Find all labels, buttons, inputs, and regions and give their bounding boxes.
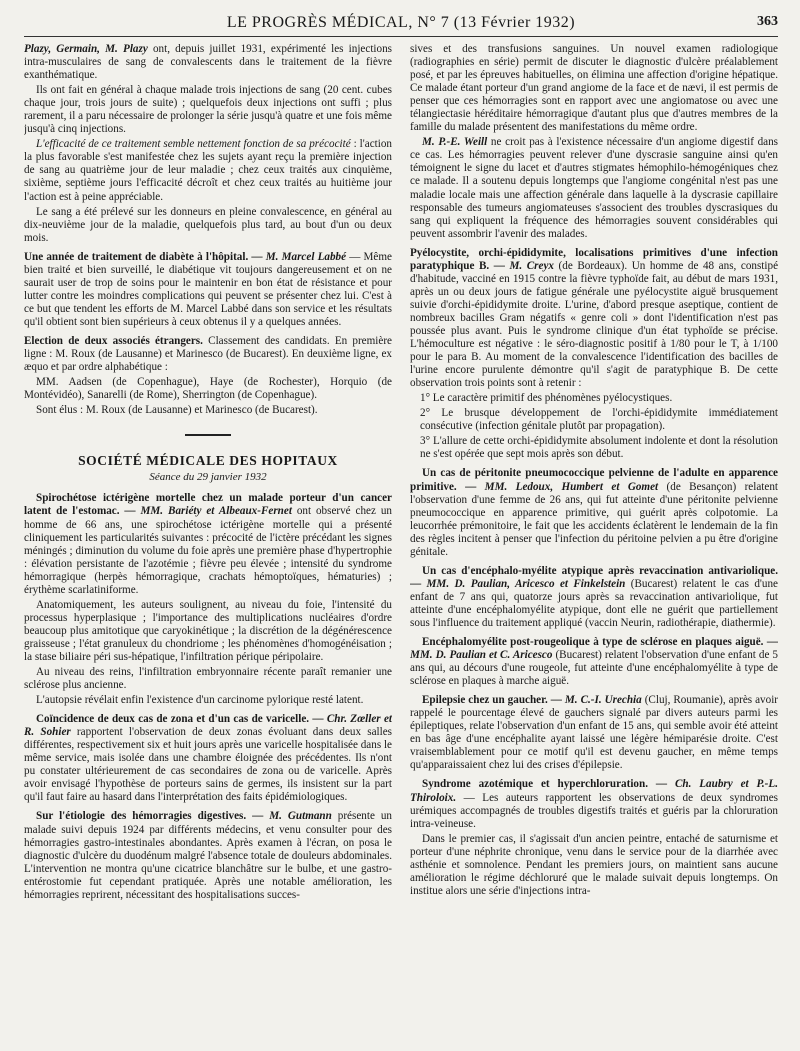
report-title: Un cas de péritonite pneumococcique pelvienne de l'adulte en apparence primitive. —: [410, 467, 778, 493]
right-column: [410, 43, 778, 1043]
paragraph: Ils ont fait en général à chaque malade trois injections de sang (20 cent. cubes chaque jour, trois jours de suite) ; quelquefois deux injections ont suffi ; plus rarement, il a paru nécessaire de prolonger la série jusqu'à quatre et une fois même jusqu'à cinq injections.: [24, 84, 392, 136]
report-election: Election de deux associés étrangers. Classement des candidats. En première ligne : M. Roux (de Lausanne) et Marinesco (de Bucarest). En deuxième ligne, ex æquo et par ordre alphabétique : MM. Aadsen (de Copenhague), Haye (de Rochester), Horquio (de Montévidéo), Sanarelli (de Rome), Sherrington (de Copenhague). Sont élus : M. Roux (de Lausanne) et Marinesco (de Bucarest).: [24, 334, 392, 417]
report-title: Spirochétose ictérigène mortelle chez un malade porteur d'un cancer latent de l'estomac. —: [24, 492, 392, 518]
report-spirochetose: Spirochétose ictérigène mortelle chez un malade porteur d'un cancer latent de l'estomac. — MM. Bariéty et Albeaux-Fernet ont observé chez un homme de 66 ans, une spirochétose ictérigène mortelle qui a présenté cliniquement les particularités suivantes : précocité de l'ictère précédant les signes méningés ; diminution du volume du foie après une première phase d'hypertrophie : élévation persistante de l'azotémie ; fièvre peu élevée ; intensité du syndrome hémorragique (herpès hémorragique, crachats hémoptoïques, hématuries) ; érythème scarlatiniforme. Anatomiquement, les auteurs soulignent, au niveau du foie, l'intensité du processus hyperplasique ; l'importance des multiplications nucléaires d'ordre beaucoup plus amitotique que caryokinétique ; la discrétion de la dégénérescence graisseuse ; l'état granuleux du chondriome ; les phénomènes d'homogénéisation ; la stase biliaire péri sus-hépatique, l'infiltration périque péripolaire. Au niveau des reins, l'infiltration embryonnaire récente paraît remanier une sclérose plus ancienne. L'autopsie révélait enfin l'existence d'un carcinome pylorique resté latent.: [24, 492, 392, 707]
report-title: Une année de traitement de diabète à l'hôpital. —: [24, 250, 263, 263]
section-divider: [24, 427, 392, 440]
left-column: [24, 43, 392, 1043]
list-item: 2° Le brusque développement de l'orchi-épididymite immédiatement consécutive (infection génitale plutôt par propagation).: [420, 407, 778, 433]
report-epilepsie: Epilepsie chez un gaucher. — M. C.-I. Urechia (Cluj, Roumanie), après avoir rappelé le pourcentage élevé de gauchers signalé par divers auteurs parmi les épileptiques, relate l'observation d'un enfant de 15 ans, qui semble avoir été atteint en bas âge d'une encéphalite ayant laissé une légère hémiparésie droite. C'est vraisemblablement pour ce motif qu'il est devenu gaucher, en même temps qu'apparaissaient chez lui des crises d'épilepsie.: [410, 694, 778, 772]
report-title: Election de deux associés étrangers.: [24, 334, 203, 347]
points-list: [410, 392, 778, 461]
session-date: Séance du 29 janvier 1932: [149, 471, 267, 484]
paragraph: Anatomiquement, les auteurs soulignent, au niveau du foie, l'intensité du processus hyperplasique ; l'importance des multiplications nucléaires d'ordre beaucoup plus amitotique que caryokinétique ; la discrétion de la dégénérescence graisseuse ; l'état granuleux du chondriome ; les phénomènes d'homogénéisation ; la stase biliaire péri sus-hépatique, l'infiltration périque péripolaire.: [24, 598, 392, 663]
report-encephalomyelite-rougeole: Encéphalomyélite post-rougeolique à type de sclérose en plaques aiguë. — MM. D. Paulian et C. Aricesco (Bucarest) relatent l'observation d'une enfant de 5 ans qui, au décours d'une rougeole, fut atteinte d'une encéphalomyélite à type de sclérose en plaques à marche aiguë.: [410, 636, 778, 688]
paragraph: sives et des transfusions sanguines. Un nouvel examen radiologique (radiographies en série) permit de discuter le diagnostic d'ulcère préalablement posé, et par les épreuves habituelles, on élimina une affection d'origine hépatique. Ce malade étant porteur d'un grand angiome de la face et de nævi, il est permis de penser que ces hémorragies sont en rapport avec une angiomatose ou avec une télangiectasie héréditaire hémorragique d'autant plus que d'autres membres de la famille du malade présentent des manifestations du même ordre.: [410, 43, 778, 134]
running-header: [24, 14, 778, 37]
page-number: 363: [757, 14, 778, 29]
report-title: Syndrome azotémique et hyperchloruration. —: [422, 778, 668, 791]
report-title: Sur l'étiologie des hémorragies digestives. —: [36, 810, 264, 823]
report-title: Pyélocystite, orchi-épididymite, localisations primitives d'une infection paratyphique B. —: [410, 246, 778, 272]
report-peritonite: Un cas de péritonite pneumococcique pelvienne de l'adulte en apparence primitive. — MM. Ledoux, Humbert et Gomet (de Besançon) relatent l'observation d'une femme de 26 ans, qui fut atteinte d'une péritonite pelvienne pneumococcique en apparence primitive, qui guérit après colpotomie. La leucorrhée prémonitoire, le fait que les accidents éclatèrent le lendemain de la fin des règles incitent à penser que l'infection du péritoine pelvien a pu être d'origine génitale.: [410, 467, 778, 558]
report-title: Epilepsie chez un gaucher. —: [422, 694, 562, 707]
paragraph: Le sang a été prélevé sur les donneurs en pleine convalescence, en général au dix-neuvième jour de la maladie, quelquefois plus tard, au bout d'un ou deux mois.: [24, 205, 392, 244]
paragraph: L'autopsie révélait enfin l'existence d'un carcinome pylorique resté latent.: [36, 694, 364, 707]
report-azotemie: Syndrome azotémique et hyperchloruration. — Ch. Laubry et P.-L. Thiroloix. — Les auteurs rapportent les observations de deux syndromes urémiques accompagnés de troubles digestifs traités et guéris par la chloruration intra-veineuse. Dans le premier cas, il s'agissait d'un ancien peintre, entaché de saturnisme et porteur d'une néphrite chronique, venu dans le service pour de la diarrhée avec asthénie et somnolence. Pendant les premiers jours, on maintient sans aucune amélioration le régime déchloruré que le malade suivait depuis longtemps. On institue alors une série d'injections intra-: [410, 778, 778, 897]
journal-title: LE PROGRÈS MÉDICAL, N° 7 (13 Février 1932): [226, 14, 576, 31]
candidate-list: MM. Aadsen (de Copenhague), Haye (de Rochester), Horquio (de Montévidéo), Sanarelli (de Rome), Sherrington (de Copenhague).: [24, 376, 392, 402]
paragraph: Dans le premier cas, il s'agissait d'un ancien peintre, entaché de saturnisme et porteur d'une néphrite chronique, venu dans le service pour de la diarrhée avec asthénie et somnolence. Pendant les premiers jours, on maintient sans aucune amélioration le régime déchloruré que le malade suivait depuis longtemps. On institue alors une série d'injections intra-: [410, 832, 778, 897]
report-title: Encéphalomyélite post-rougeolique à type de sclérose en plaques aiguë. —: [422, 636, 778, 649]
list-item: 3° L'allure de cette orchi-épididymite absolument indolente et dont la résolution ne s'est opérée que sept mois après son début.: [420, 435, 778, 461]
report-title: Un cas d'encéphalo-myélite atypique après revaccination antivariolique. —: [410, 564, 778, 590]
report-zona: Coïncidence de deux cas de zona et d'un cas de varicelle. — Chr. Zœller et R. Sohier rapportent l'observation de deux zonas évoluant dans deux salles différentes, respectivement six et huit jours après une varicelle hospitalisée dans le même service, mais isolée dans une chambre éloignée des précédentes. Ils n'ont pu constater ultérieurement de cas secondaires de zona ou de varicelle. Après avoir envisagé l'hypothèse de porteurs sains de germes, ils insistent sur la part qu'il faut faire au hasard dans l'interprétation des faits épidémiologiques.: [24, 713, 392, 804]
paragraph: M. P.-E. Weill ne croit pas à l'existence nécessaire d'un angiome digestif dans ce cas. Les hémorragies peuvent relever d'une dyscrasie sanguine ainsi qu'en témoignent le signe du lacet et d'autres stigmates hémophilo-hémogéniques chez ce malade. Il a soutenu depuis longtemps que l'angiome congénital n'est pas une maladie locale mais une affection générale dans laquelle à la dyscrasie capillaire responsable des tumeurs angiomateuses s'associent des troubles dyscrasiques du sang qui expliquent la fréquence des hémorragies souvent considérables qui peuvent assombrir l'avenir des malades.: [410, 136, 778, 240]
paragraph: Plazy, Germain, M. Plazy ont, depuis juillet 1931, expérimenté les injections intra-musculaires de sang de convalescents dans le traitement de la fièvre exanthématique.: [24, 43, 392, 82]
society-heading: SOCIÉTÉ MÉDICALE DES HOPITAUX: [78, 453, 338, 469]
report-diabetes: Une année de traitement de diabète à l'hôpital. — M. Marcel Labbé — Même bien traité et bien surveillé, le diabétique vit toujours dangereusement et on ne saurait user de trop de soins pour le maintenir en bon état de résistance et pour lutter contre les moindres complications qui peuvent se présenter chez lui. C'est à ce but que tendent les efforts de M. Marcel Labbé dans son service et les résultats qu'il obtient sont bien supérieurs à ceux obtenus il y a quelques années.: [24, 250, 392, 328]
report-title: Coïncidence de deux cas de zona et d'un cas de varicelle. —: [36, 713, 324, 726]
paragraph: L'efficacité de ce traitement semble nettement fonction de sa précocité : l'action la plus favorable s'est manifestée chez les sujets ayant reçu la première injection de sang au quatrième jour de leur maladie ; chez ceux traités aux cinquième, sixième, septième jours l'efficacité décroît et chez ceux traités au huitième jour l'action est à peine appréciable.: [24, 138, 392, 203]
report-encephalo-myelite: Un cas d'encéphalo-myélite atypique après revaccination antivariolique. — MM. D. Paulian, Aricesco et Finkelstein (Bucarest) relatent le cas d'une enfant de 7 ans qui, quatorze jours après sa revaccination antivariolique, fut atteinte d'une encéphalomyélite atypique, dont elle ne guérit que partiellement sous l'influence du traitement appliqué (vaccin Neurin, radiothérapie, diathermie).: [410, 564, 778, 629]
elected-line: Sont élus : M. Roux (de Lausanne) et Marinesco (de Bucarest).: [36, 404, 318, 417]
text-columns: [24, 43, 778, 1043]
list-item: 1° Le caractère primitif des phénomènes pyélocystiques.: [420, 392, 673, 405]
report-pyelocystite: Pyélocystite, orchi-épididymite, localisations primitives d'une infection paratyphique B. — M. Creyx (de Bordeaux). Un homme de 48 ans, constipé d'habitude, vacciné en 1915 contre la fièvre typhoïde fait, au début de mars 1931, après un ou deux jours de fatigue générale une pyélocystite aiguë brusquement suivie d'orchi-épididymite droite. L'urine, d'abord presque aseptique, contient de nombreux bacilles Gram négatifs « genre coli » dont l'identification n'est pas poussée plus avant. Puis le syndrome clinique d'un état typhoïde se précise. L'hémoculture est négative : le séro-diagnostic positif à 1/80 pour le T, à 1/100 pour le para B. Au moment de la convalescence l'identification des bacilles de l'urine encore purulente démontre qu'il s'agit de paratyphique B. De cette observation trois points sont à retenir : 1° Le caractère primitif des phénomènes pyélocystiques. 2° Le brusque développement de l'orchi-épididymite immédiatement consécutive (infection génitale plutôt par propagation). 3° L'allure de cette orchi-épididymite absolument indolente et dont la résolution ne s'est opérée que sept mois après son début.: [410, 246, 778, 461]
paragraph: Au niveau des reins, l'infiltration embryonnaire récente paraît remanier une sclérose plus ancienne.: [24, 666, 392, 692]
report-hemorragies: Sur l'étiologie des hémorragies digestives. — M. Gutmann présente un malade suivi depuis 1924 par différents médecins, et venu consulter pour des hémorragies gastro-intestinales abondantes. Après examen à l'écran, on posa le diagnostic d'ulcère du duodénum malgré l'absence totale de douleurs abdominales. L'intervention ne montra qu'une cicatrice blanchâtre sur le bulbe, et une gastro-entérostomie fut cependant pratiquée. Après une notable amélioration, les hémorragies reprirent, nécessitant des hospitalisations succes-: [24, 810, 392, 901]
